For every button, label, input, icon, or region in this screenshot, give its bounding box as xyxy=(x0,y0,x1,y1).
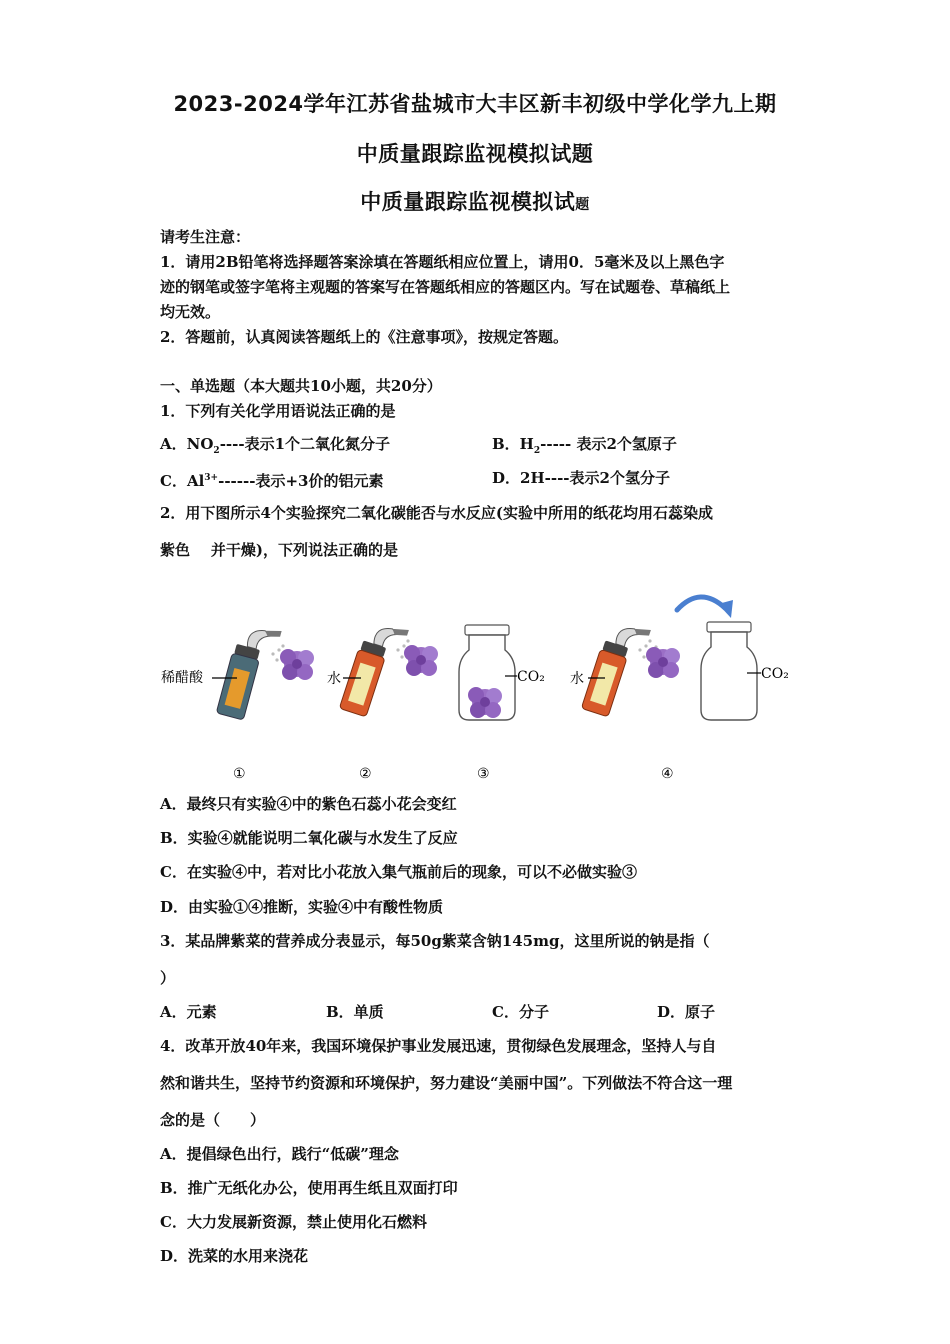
gas-jar-empty-icon xyxy=(701,622,757,720)
q1-b-text: B．H xyxy=(492,435,534,453)
gas-jar-with-flower-icon xyxy=(459,625,515,720)
q2-stem-line1: 2．用下图所示4个实验探究二氧化碳能否与水反应(实验中所用的纸花均用石蕊染成 xyxy=(160,504,713,522)
q2-option-c: C．在实验④中，若对比小花放入集气瓶前后的现象，可以不必做实验③ xyxy=(160,863,637,881)
spray-bottle-acid-icon xyxy=(216,620,281,724)
q4-stem-line1: 4．改革开放40年来，我国环境保护事业发展迅速，贯彻绿色发展理念，坚持人与自 xyxy=(160,1037,717,1055)
experiment-figure xyxy=(155,580,795,780)
exam-title-line1: 2023-2024学年江苏省盐城市大丰区新丰初级中学化学九上期 xyxy=(173,92,777,116)
q1-a-text: A．NO xyxy=(160,435,214,453)
q3-stem-line1: 3．某品牌紫菜的营养成分表显示，每50g紫菜含钠145mg，这里所说的钠是指（ xyxy=(160,932,710,950)
q1-option-c xyxy=(160,468,383,491)
figure-number-4: ④ xyxy=(661,766,674,780)
q3-option-d: D．原子 xyxy=(657,1003,716,1021)
label-co2-3: CO₂ xyxy=(517,669,545,685)
label-co2-4: CO₂ xyxy=(761,666,789,682)
figure-number-2: ② xyxy=(359,766,372,780)
q1-option-b xyxy=(492,434,677,461)
q1-c-sup: 3+ xyxy=(204,473,219,483)
q4-option-d: D．洗菜的水用来浇花 xyxy=(160,1247,309,1265)
exam-title-line3 xyxy=(0,186,950,216)
q2-stem-line2: 紫色 并干燥)，下列说法正确的是 xyxy=(160,541,398,559)
q4-option-c: C．大力发展新资源，禁止使用化石燃料 xyxy=(160,1213,427,1231)
q1-c-rest: ------表示+3价的铝元素 xyxy=(218,472,384,490)
q1-b-rest: ----- 表示2个氢原子 xyxy=(540,435,677,453)
purple-flower-icon xyxy=(280,649,314,680)
q1-b-sub: 2 xyxy=(533,446,541,456)
q2-option-a: A．最终只有实验④中的紫色石蕊小花会变红 xyxy=(160,795,457,813)
q4-option-b: B．推广无纸化办公，使用再生纸且双面打印 xyxy=(160,1179,458,1197)
figure-number-3: ③ xyxy=(477,766,490,780)
exam-title-line3-small: 题 xyxy=(575,197,590,213)
q2-option-b: B．实验④就能说明二氧化碳与水发生了反应 xyxy=(160,829,458,847)
q2-option-d: D．由实验①④推断，实验④中有酸性物质 xyxy=(160,898,444,916)
q1-option-d: D．2H----表示2个氢分子 xyxy=(492,469,670,487)
purple-flower-icon-2 xyxy=(404,645,438,676)
q1-option-a xyxy=(160,434,390,461)
q3-stem-line2: ） xyxy=(160,969,176,987)
q4-option-a: A．提倡绿色出行，践行“低碳”理念 xyxy=(160,1145,399,1163)
q4-stem-line3: 念的是（ ） xyxy=(160,1111,266,1129)
q3-option-c: C．分子 xyxy=(492,1003,549,1021)
figure-number-1: ① xyxy=(233,766,246,780)
q3-option-a: A．元素 xyxy=(160,1003,217,1021)
label-water-4: 水 xyxy=(570,671,584,687)
q4-stem-line2: 然和谐共生，坚持节约资源和环境保护，努力建设“美丽中国”。下列做法不符合这一理 xyxy=(160,1074,733,1092)
notice-item2: 2．答题前，认真阅读答题纸上的《注意事项》，按规定答题。 xyxy=(160,328,568,346)
section1-heading: 一、单选题（本大题共10小题，共20分） xyxy=(160,377,442,395)
purple-flower-icon-4 xyxy=(646,647,680,678)
spray-bottle-water-icon xyxy=(339,617,409,721)
q1-c-text: C．Al xyxy=(160,472,205,490)
notice-item1-line2: 迹的钢笔或签字笔将主观题的答案写在答题纸相应的答题区内。写在试题卷、草稿纸上 xyxy=(160,278,731,296)
label-water-2: 水 xyxy=(327,671,341,687)
label-dilute-acetic-acid: 稀醋酸 xyxy=(161,670,203,686)
spray-bottle-water-icon-4 xyxy=(581,617,651,721)
exam-title-line2: 中质量跟踪监视模拟试题 xyxy=(356,142,594,166)
q1-a-rest: ----表示1个二氧化氮分子 xyxy=(219,435,391,453)
move-arrow-icon xyxy=(677,597,733,618)
exam-title-line3-main: 中质量跟踪监视模拟试 xyxy=(360,190,576,214)
notice-heading: 请考生注意： xyxy=(160,228,251,246)
q1-a-sub: 2 xyxy=(213,446,220,456)
notice-item1-line1: 1．请用2B铅笔将选择题答案涂填在答题纸相应位置上，请用0．5毫米及以上黑色字 xyxy=(160,253,725,271)
q3-option-b: B．单质 xyxy=(326,1003,384,1021)
q1-stem: 1．下列有关化学用语说法正确的是 xyxy=(160,402,396,420)
notice-item1-line3: 均无效。 xyxy=(160,303,221,321)
